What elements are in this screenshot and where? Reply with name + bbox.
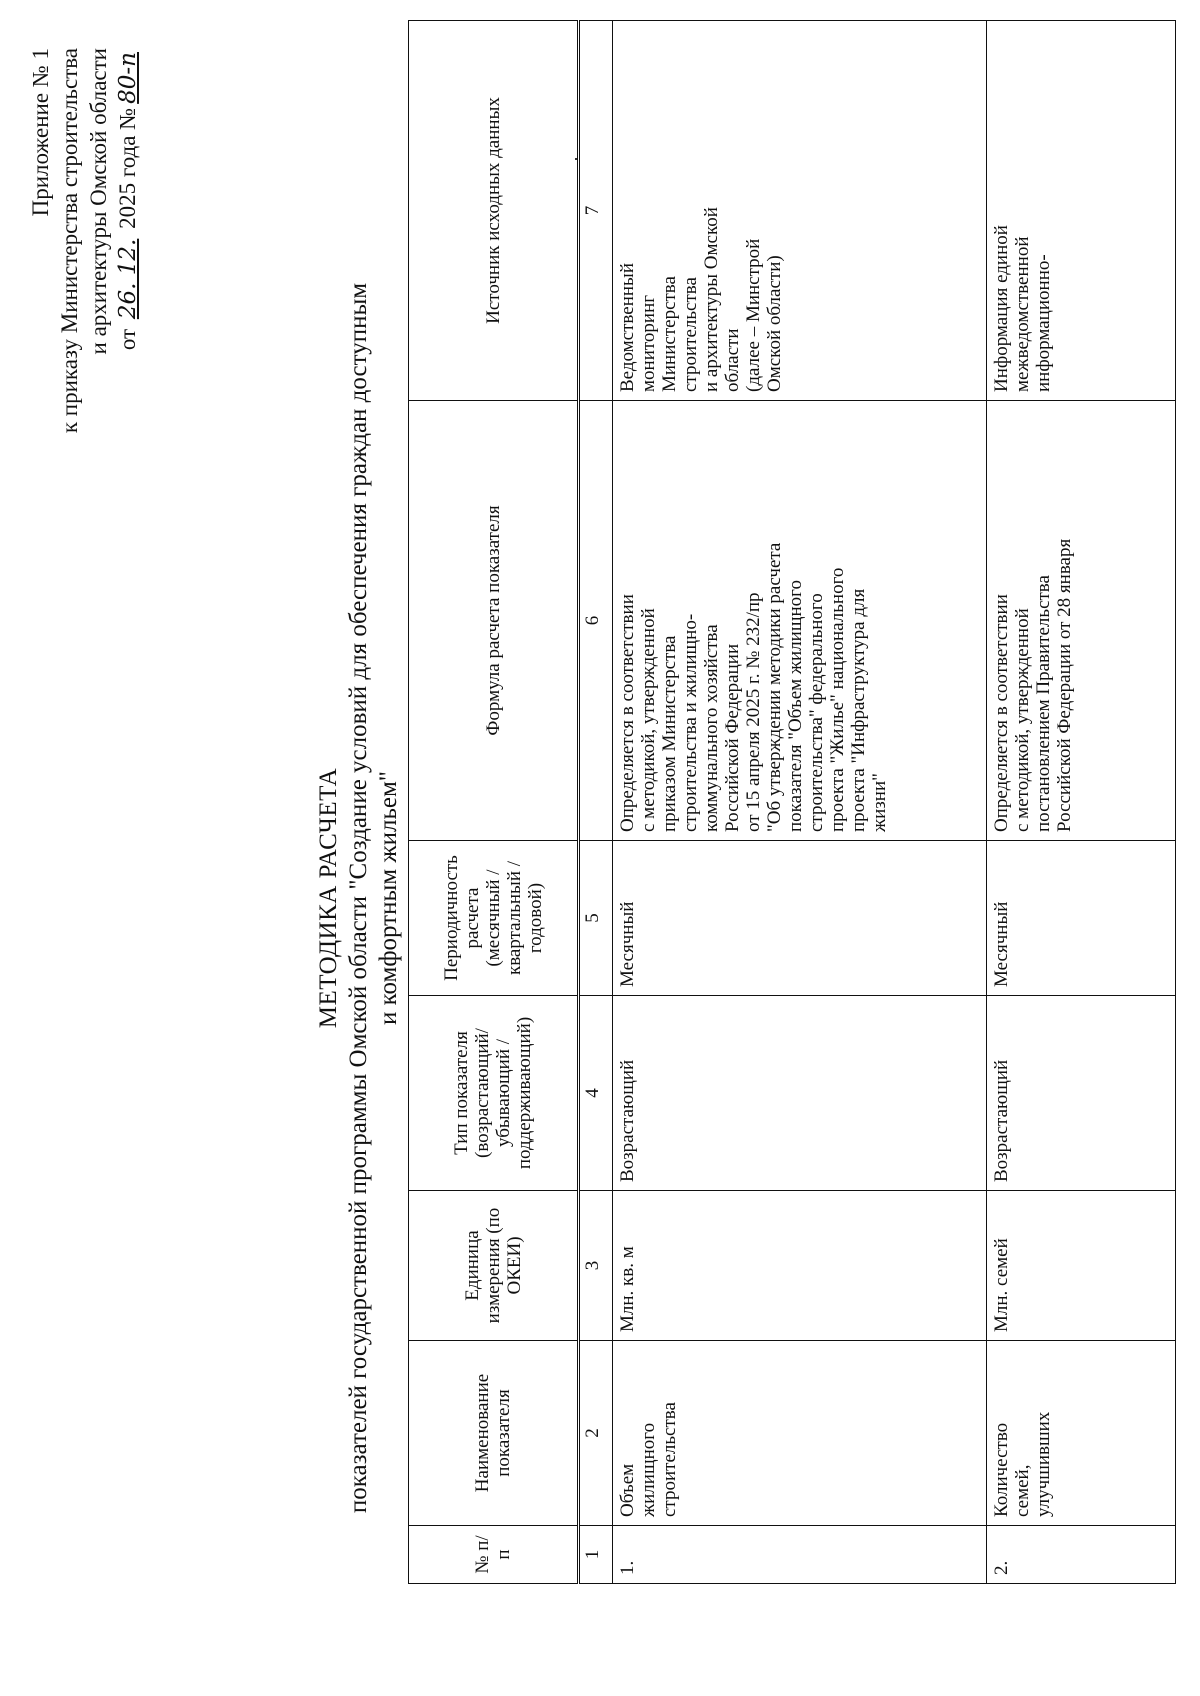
- header-cell-name: Наименование показателя: [409, 1341, 579, 1526]
- row-number: 1.: [613, 1526, 987, 1584]
- handwritten-date: 26. 12.: [115, 238, 141, 320]
- header-cell-formula: Формула расчета показателя: [409, 401, 579, 841]
- column-number: 3: [579, 1191, 613, 1341]
- rotated-sheet: [8, 18, 1188, 1688]
- table-header-row: [409, 21, 579, 1584]
- indicators-table: [408, 20, 1176, 1584]
- indicator-formula: Определяется в соответствии с методикой, утвержденной приказом Министерства строительства и жилищно- коммунального хозяйства Российской Федерации от 15 апреля 2025 г. № 232/пр "Об утверждении методики расчета показателя "Объем жилищного строительства" федерального проекта "Жилье" национального проекта "Инфраструктура для жизни": [613, 401, 987, 841]
- appendix-number: Приложение № 1: [28, 48, 53, 217]
- order-date-line: [113, 48, 143, 488]
- column-number: 2: [579, 1341, 613, 1526]
- column-number-row: [579, 21, 613, 1584]
- indicator-source: Информация единой межведомственной информационно-: [987, 21, 1176, 401]
- indicator-unit: Млн. кв. м: [613, 1191, 987, 1341]
- indicator-period: Месячный: [987, 841, 1176, 996]
- indicator-unit: Млн. семей: [987, 1191, 1176, 1341]
- title-heading: МЕТОДИКА РАСЧЕТА: [315, 767, 342, 1029]
- header-cell-period: Периодичность расчета (месячный / квартальный / годовой): [409, 841, 579, 996]
- ministry-name: и архитектуры Омской области: [86, 48, 111, 355]
- column-number: 1: [579, 1526, 613, 1584]
- table-row: [613, 21, 987, 1584]
- table-row: [987, 21, 1176, 1584]
- column-number: 5: [579, 841, 613, 996]
- indicator-name: Количество семей, улучшивших: [987, 1341, 1176, 1526]
- column-number: 6: [579, 401, 613, 841]
- title-subtitle-end: и комфортным жильем": [375, 770, 402, 1026]
- handwritten-order-number: 80-п: [115, 52, 141, 104]
- row-number: 2.: [987, 1526, 1176, 1584]
- indicator-name: Объем жилищного строительства: [613, 1341, 987, 1526]
- header-cell-type: Тип показателя (возрастающий/ убывающий / поддерживающий): [409, 996, 579, 1191]
- column-number: 4: [579, 996, 613, 1191]
- indicator-type: Возрастающий: [987, 996, 1176, 1191]
- order-reference: к приказу Министерства строительства: [57, 48, 82, 434]
- date-prefix: от: [115, 328, 140, 351]
- date-suffix: 2025 года №: [115, 107, 140, 229]
- indicator-source: Ведомственный мониторинг Министерства строительства и архитектуры Омской области (далее – Минстрой Омской области): [613, 21, 987, 401]
- header-cell-unit: Единица измерения (по ОКЕИ): [409, 1191, 579, 1341]
- header-cell-number: № п/п: [409, 1526, 579, 1584]
- indicator-period: Месячный: [613, 841, 987, 996]
- column-number: 7: [579, 21, 613, 401]
- appendix-header: [26, 48, 143, 488]
- header-cell-source: Источник исходных данных: [409, 21, 579, 401]
- title-subtitle: показателей государственной программы Омской области "Создание условий для обеспечения граждан доступным: [345, 282, 372, 1514]
- document-title: [314, 168, 404, 1628]
- indicator-formula: Определяется в соответствии с методикой, утвержденной постановлением Правительства Российской Федерации от 28 января: [987, 401, 1176, 841]
- indicator-type: Возрастающий: [613, 996, 987, 1191]
